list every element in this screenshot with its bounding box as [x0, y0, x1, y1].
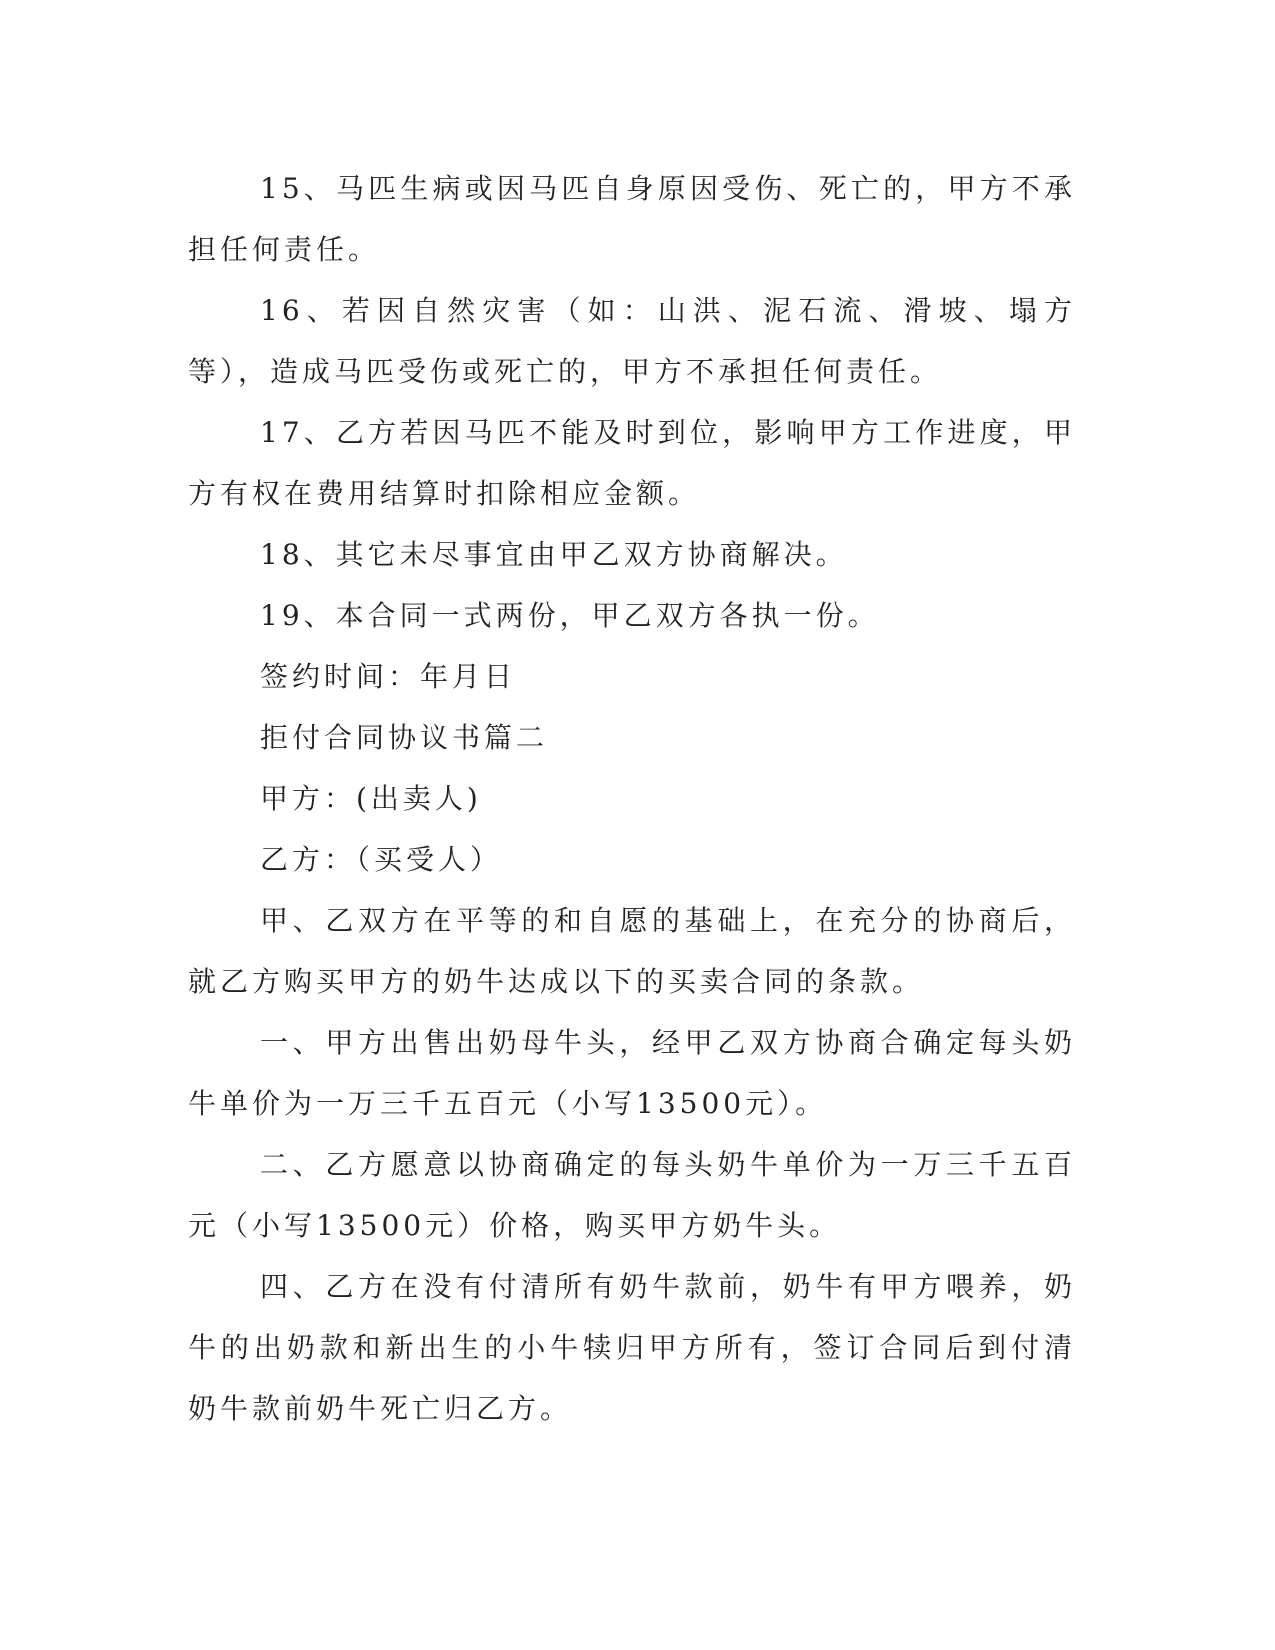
- document-body: [188, 158, 1076, 1439]
- paragraph-preamble: 甲、乙双方在平等的和自愿的基础上，在充分的协商后，就乙方购买甲方的奶牛达成以下的买卖合同的条款。: [188, 904, 1076, 998]
- signing-date-line: 签约时间：年月日: [260, 660, 517, 693]
- paragraph-clause-16: 16、若因自然灾害（如：山洪、泥石流、滑坡、塌方等），造成马匹受伤或死亡的，甲方不承担任何责任。: [188, 294, 1076, 388]
- paragraph-article-4: 四、乙方在没有付清所有奶牛款前，奶牛有甲方喂养，奶牛的出奶款和新出生的小牛犊归甲方所有，签订合同后到付清奶牛款前奶牛死亡归乙方。: [188, 1270, 1076, 1425]
- paragraph-clause-15: 15、马匹生病或因马匹自身原因受伤、死亡的，甲方不承担任何责任。: [188, 172, 1076, 266]
- paragraph-clause-17: 17、乙方若因马匹不能及时到位，影响甲方工作进度，甲方有权在费用结算时扣除相应金额。: [188, 416, 1076, 510]
- party-b-line: 乙方：（买受人）: [260, 843, 503, 876]
- paragraph-article-2: 二、乙方愿意以协商确定的每头奶牛单价为一万三千五百元（小写13500元）价格，购买甲方奶牛头。: [188, 1148, 1076, 1242]
- party-a-line: 甲方：(出卖人): [260, 782, 482, 815]
- paragraph-clause-19: 19、本合同一式两份，甲乙双方各执一份。: [260, 599, 880, 632]
- paragraph-clause-18: 18、其它未尽事宜由甲乙双方协商解决。: [260, 538, 848, 571]
- section-heading: 拒付合同协议书篇二: [260, 721, 549, 754]
- paragraph-article-1: 一、甲方出售出奶母牛头，经甲乙双方协商合确定每头奶牛单价为一万三千五百元（小写13500元）。: [188, 1026, 1076, 1120]
